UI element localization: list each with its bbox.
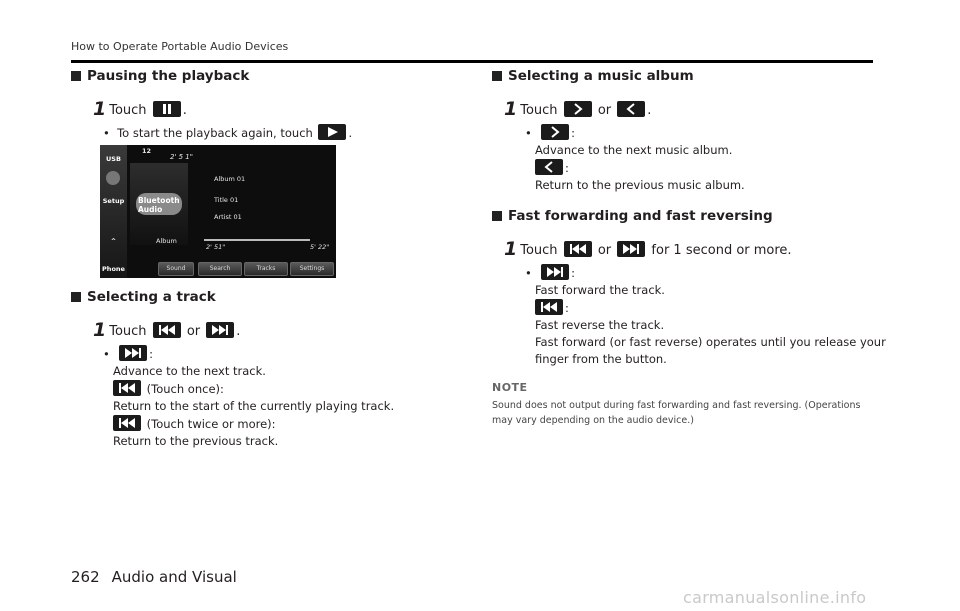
track-title: Title 01 <box>214 196 239 204</box>
heading-selecting-track: Selecting a track <box>71 289 216 305</box>
album-description: • : Advance to the next music album. : Return to the previous music album. <box>525 126 745 192</box>
heading-fast-forwarding: Fast forwarding and fast reversing <box>492 208 773 224</box>
step-track: 1 Touch or . <box>93 319 241 341</box>
previous-track-icon <box>113 380 141 396</box>
device-screenshot: USB Setup ^ Phone 12 2' 5 1" Bluetooth Audio Album Album 01 Title 01 Artist 01 2' 51" 5' 22" Sound Search Tracks Settings <box>100 145 336 278</box>
track-description: • : Advance to the next track. (Touch once): Return to the start of the currently playing track. (Touch twice or more): Return to the previous track. <box>103 347 395 448</box>
bluetooth-icon <box>106 171 120 185</box>
tab-tracks: Tracks <box>244 262 288 276</box>
step-album: 1 Touch or . <box>504 98 652 120</box>
device-sidebar <box>100 145 127 278</box>
watermark: carmanualsonline.info <box>683 588 867 607</box>
header-rule <box>71 60 873 63</box>
step-fast-forward: 1 Touch or for 1 second or more. <box>504 238 792 260</box>
next-track-icon <box>119 345 147 361</box>
tab-settings: Settings <box>290 262 334 276</box>
next-track-icon <box>206 322 234 338</box>
play-button-icon <box>318 124 346 140</box>
elapsed-time: 2' 5 1" <box>170 153 193 161</box>
fast-forward-description: • : Fast forward the track. : Fast reverse the track. Fast forward (or fast reverse) operates until you release your finger from the button. <box>525 266 886 366</box>
next-track-icon <box>541 264 569 280</box>
note-text: Sound does not output during fast forwarding and fast reversing. (Operations may vary depending on the audio device.) <box>492 400 861 426</box>
chevron-left-icon <box>617 101 645 117</box>
previous-track-icon <box>564 241 592 257</box>
track-number: 12 <box>142 147 152 155</box>
page-number: 262 <box>71 568 100 586</box>
step-pause: 1 Touch . <box>93 98 187 120</box>
artist-name: Artist 01 <box>214 213 242 221</box>
sidebar-setup: Setup <box>102 197 125 205</box>
square-bullet-icon <box>492 211 502 221</box>
chevron-right-icon <box>541 124 569 140</box>
section-title: Audio and Visual <box>111 568 237 586</box>
note-label: NOTE <box>492 381 528 394</box>
previous-track-icon <box>535 299 563 315</box>
time-end: 5' 22" <box>310 243 330 251</box>
chevron-left-icon <box>535 159 563 175</box>
sidebar-usb: USB <box>106 155 121 163</box>
progress-track <box>204 239 310 241</box>
square-bullet-icon <box>71 71 81 81</box>
heading-pausing: Pausing the playback <box>71 68 249 84</box>
pause-button-icon <box>153 101 181 117</box>
square-bullet-icon <box>71 292 81 302</box>
sidebar-phone: Phone <box>102 265 125 273</box>
tab-sound: Sound <box>158 262 194 276</box>
square-bullet-icon <box>492 71 502 81</box>
tab-search: Search <box>198 262 242 276</box>
running-header: How to Operate Portable Audio Devices <box>71 40 289 53</box>
album-button: Album <box>156 237 177 245</box>
chevron-right-icon <box>564 101 592 117</box>
chevron-up-icon: ^ <box>110 237 117 245</box>
album-name: Album 01 <box>214 175 246 183</box>
heading-selecting-album: Selecting a music album <box>492 68 694 84</box>
next-track-icon <box>617 241 645 257</box>
previous-track-icon <box>113 415 141 431</box>
page-footer <box>71 568 237 586</box>
previous-track-icon <box>153 322 181 338</box>
bullet-resume: • To start the playback again, touch . <box>103 126 353 140</box>
time-start: 2' 51" <box>206 243 226 251</box>
